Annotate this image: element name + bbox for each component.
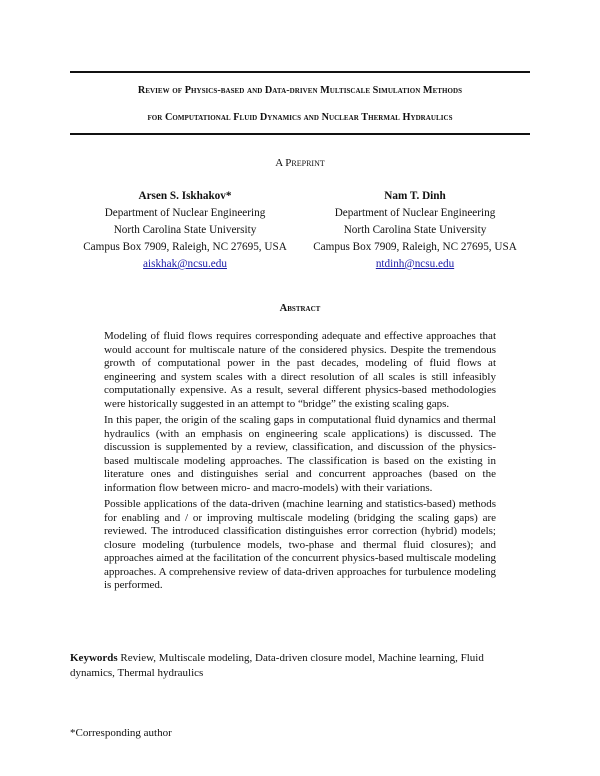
paper-title-line-2: for Computational Fluid Dynamics and Nuclear Thermal Hydraulics bbox=[147, 112, 453, 123]
author-department: Department of Nuclear Engineering bbox=[334, 207, 496, 219]
author-email-link[interactable]: aiskhak@ncsu.edu bbox=[143, 258, 227, 270]
paper-title-line-1: Review of Physics-based and Data-driven Multiscale Simulation Methods bbox=[137, 85, 463, 96]
author-email-link[interactable]: ntdinh@ncsu.edu bbox=[375, 258, 455, 270]
author-block-1 bbox=[70, 188, 300, 273]
author-department: Department of Nuclear Engineering bbox=[104, 207, 266, 219]
author-name: Nam T. Dinh bbox=[384, 190, 446, 202]
author-university: North Carolina State University bbox=[113, 224, 257, 236]
abstract-body bbox=[104, 330, 496, 596]
keywords-section bbox=[70, 651, 530, 681]
preprint-label: A Preprint bbox=[275, 157, 325, 169]
abstract-paragraph: Modeling of fluid flows requires corresponding adequate and effective approaches that would account for multiscale nature of the considered physics. Despite the tremendous growth of computational power in the past decades, modeling of fluid flows at engineering and system scales with a direct resolution of all scales is still infeasibly computationally expensive. As a result, several different physics-based methodologies were historically suggested in an attempt to “bridge” the existing scaling gaps. bbox=[104, 330, 496, 410]
author-university: North Carolina State University bbox=[343, 224, 487, 236]
author-address: Campus Box 7909, Raleigh, NC 27695, USA bbox=[313, 241, 517, 253]
author-name: Arsen S. Iskhakov* bbox=[138, 190, 232, 202]
abstract-paragraph: Possible applications of the data-driven (machine learning and statistics-based) methods for enabling and / or improving multiscale modeling (bridging the scaling gaps) are reviewed. The introduced classification distinguishes error correction (hybrid) models; closure modeling (turbulence models, two-phase and thermal fluid closures); and approaches aimed at the facilitation of the concurrent physics-based multiscale modeling approaches. A comprehensive review of data-driven approaches for turbulence modeling is performed. bbox=[104, 498, 496, 591]
title-top-rule bbox=[70, 71, 530, 73]
keywords-label: Keywords bbox=[70, 652, 118, 664]
abstract-paragraph: In this paper, the origin of the scaling gaps in computational fluid dynamics and thermal hydraulics (with an emphasis on engineering scale applications) is discussed. The discussion is supplemented by a review, classification, and discussion of the physics-based multiscale modeling approaches. The classification is based on the existing in literature ones and distinguishes serial and concurrent approaches (based on the information flow between micro- and macro-models) with their variations. bbox=[104, 414, 496, 494]
author-block-2 bbox=[300, 188, 530, 273]
author-address: Campus Box 7909, Raleigh, NC 27695, USA bbox=[83, 241, 287, 253]
keywords-text: Review, Multiscale modeling, Data-driven closure model, Machine learning, Fluid dynamics, Thermal hydraulics bbox=[70, 652, 484, 679]
abstract-heading: Abstract bbox=[279, 303, 321, 314]
corresponding-author-footnote: *Corresponding author bbox=[70, 727, 172, 739]
title-bottom-rule bbox=[70, 133, 530, 135]
